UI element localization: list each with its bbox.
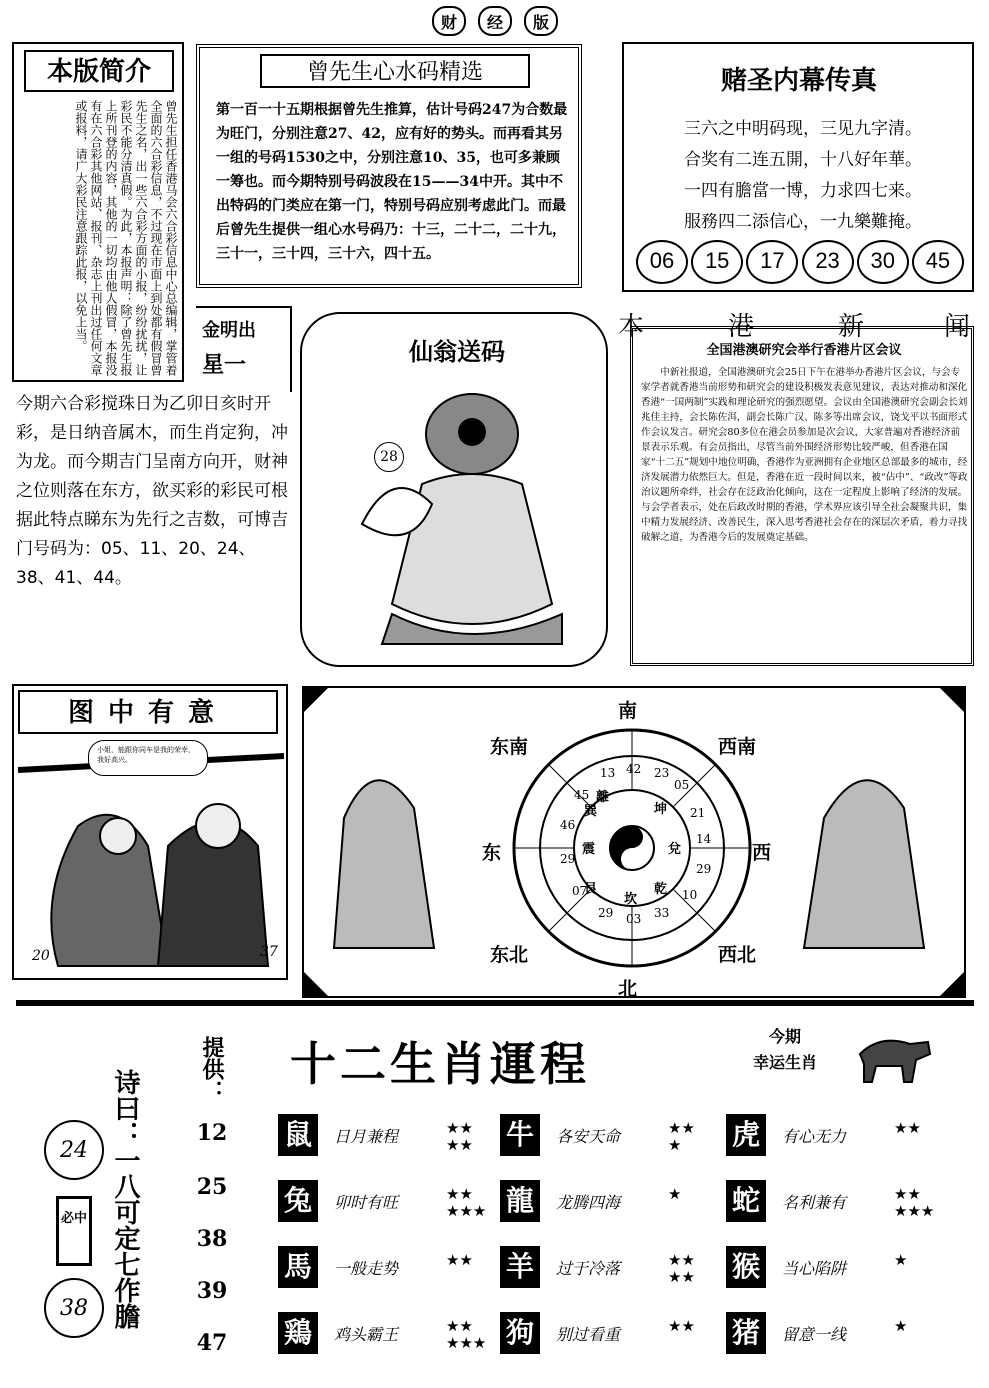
zodiac-stars: ★★ bbox=[446, 1251, 473, 1269]
section-divider bbox=[16, 1000, 974, 1006]
provide-number: 47 bbox=[196, 1330, 228, 1356]
number-oval: 45 bbox=[912, 240, 964, 284]
insider-poem bbox=[648, 114, 958, 238]
tuzhong-title: 图中有意 bbox=[18, 690, 278, 734]
jinming-panel bbox=[196, 306, 292, 392]
gua-label: 坎 bbox=[624, 892, 638, 907]
compass-number: 14 bbox=[696, 832, 712, 846]
compass-number: 45 bbox=[574, 788, 590, 802]
dir-east: 东 bbox=[482, 842, 502, 864]
zodiac-cell bbox=[726, 1246, 952, 1292]
zodiac-cell bbox=[278, 1180, 504, 1226]
zodiac-stars: ★★ ★★★ bbox=[894, 1185, 935, 1220]
zodiac-desc: 一般走势 bbox=[334, 1259, 399, 1278]
compass-number: 10 bbox=[682, 888, 698, 902]
immortal-illustration bbox=[322, 374, 590, 654]
compass-number: 29 bbox=[696, 862, 712, 876]
gua-label: 震 bbox=[582, 842, 596, 857]
gua-label: 兌 bbox=[668, 842, 682, 857]
zodiac-char: 狗 bbox=[500, 1312, 540, 1354]
news-header-char: 闻 bbox=[944, 312, 971, 342]
compass-number: 07 bbox=[572, 884, 588, 898]
insider-panel bbox=[622, 42, 974, 292]
zodiac-desc: 名利兼有 bbox=[782, 1193, 847, 1212]
zodiac-char: 馬 bbox=[278, 1246, 318, 1288]
poem-line: 一四有膽當一博，力求四七来。 bbox=[684, 181, 922, 201]
dir-northwest: 西北 bbox=[718, 944, 757, 966]
lucky-line: 今期 bbox=[768, 1027, 801, 1046]
caption-right: 37 bbox=[260, 944, 278, 960]
zodiac-char: 鶏 bbox=[278, 1312, 318, 1354]
zodiac-char: 猪 bbox=[726, 1312, 766, 1354]
zodiac-desc: 卯时有旺 bbox=[334, 1193, 399, 1212]
zodiac-char: 羊 bbox=[500, 1246, 540, 1288]
compass-number: 21 bbox=[690, 806, 706, 820]
zodiac-char: 鼠 bbox=[278, 1114, 318, 1156]
compass-number: 03 bbox=[626, 912, 642, 926]
zodiac-cell bbox=[500, 1180, 726, 1226]
zodiac-cell bbox=[500, 1246, 726, 1292]
zodiac-stars: ★ bbox=[668, 1185, 682, 1203]
zodiac-stars: ★ bbox=[894, 1251, 908, 1269]
gua-label: 離 bbox=[596, 790, 610, 805]
fortune-text: 今期六合彩搅珠日为乙卯日亥时开彩，是日纳音属木，而生肖定狗，冲为龙。而今期吉门呈南方向开，财神之位则落在东方，欲买彩的彩民可根据此特点睇东为先行之吉数，可博吉门号码为：05、11、20、24、38、41、44。 bbox=[16, 394, 288, 588]
zodiac-cell bbox=[278, 1114, 504, 1160]
zodiac-stars: ★★ ★★★ bbox=[446, 1317, 487, 1352]
tsang-panel bbox=[196, 44, 582, 288]
dir-south: 南 bbox=[618, 700, 638, 722]
tsang-title: 曾先生心水码精选 bbox=[260, 54, 530, 88]
news-header-char: 新 bbox=[838, 312, 865, 342]
zodiac-cell bbox=[726, 1180, 952, 1226]
dir-northeast: 东北 bbox=[490, 944, 529, 966]
zodiac-desc: 日月兼程 bbox=[334, 1127, 399, 1146]
zodiac-desc: 鸡头霸王 bbox=[334, 1325, 399, 1344]
news-panel bbox=[630, 326, 974, 666]
badge-number: 38 bbox=[44, 1278, 104, 1338]
zodiac-title: 十二生肖運程 bbox=[290, 1037, 590, 1091]
zodiac-cell bbox=[726, 1114, 952, 1160]
news-header-char: 港 bbox=[728, 312, 755, 342]
provide-column bbox=[184, 1024, 240, 1358]
caption-left: 20 bbox=[32, 948, 50, 964]
badge-bizhong: 必中 bbox=[56, 1196, 92, 1266]
zodiac-stars: ★★ ★★ bbox=[668, 1251, 695, 1286]
compass-number: 33 bbox=[654, 906, 670, 920]
zodiac-char: 兔 bbox=[278, 1180, 318, 1222]
header-char: 财 bbox=[432, 6, 466, 36]
zodiac-stars: ★★ bbox=[894, 1119, 921, 1137]
compass-number: 13 bbox=[600, 766, 616, 780]
zodiac-stars: ★★ bbox=[668, 1317, 695, 1335]
zodiac-cell bbox=[500, 1312, 726, 1358]
speech-bubble: 小姐，能跟你同车是我的荣幸，我好高兴。 bbox=[88, 740, 208, 776]
provide-number: 38 bbox=[196, 1226, 228, 1252]
intro-title: 本版简介 bbox=[24, 50, 174, 92]
news-title: 全国港澳研究会举行香港片区会议 bbox=[706, 343, 902, 358]
jinming-line2: 星一 bbox=[202, 352, 247, 378]
zodiac-cell bbox=[726, 1312, 952, 1358]
poem-line: 三六之中明码现，三见九字清。 bbox=[684, 119, 922, 139]
zodiac-stars: ★★ ★★ bbox=[446, 1119, 473, 1154]
header-char: 经 bbox=[478, 6, 512, 36]
zodiac-stars: ★★ ★ bbox=[668, 1119, 695, 1154]
tsang-text: 第一百一十五期根据曾先生推算，估计号码247为合数最为旺门，分别注意27、42，应有好的势头。而再看其另一组的号码1530之中，分别注意10、35，也可多兼顾一筹也。而今期特别号码波段在15——34中开。其中不出特码的门类应在第一门，特别号码应别考虑此门。而最后曾先生提供一组心水号码乃：十三，二十二，二十九，三十一，三十四，三十六，四十五。 bbox=[216, 102, 568, 262]
ox-icon bbox=[850, 1024, 934, 1090]
provide-number: 25 bbox=[196, 1174, 228, 1200]
poem-line: 合奖有二连五開，十八好年華。 bbox=[684, 150, 922, 170]
compass-number: 42 bbox=[626, 762, 642, 776]
poem-line: 服務四二添信心，一九樂難掩。 bbox=[684, 212, 922, 232]
gua-label: 乾 bbox=[654, 882, 668, 897]
xianweng-title: 仙翁送码 bbox=[409, 338, 505, 366]
zodiac-desc: 留意一线 bbox=[782, 1325, 847, 1344]
header-char: 版 bbox=[524, 6, 558, 36]
intro-panel bbox=[12, 42, 184, 382]
compass-number: 05 bbox=[674, 778, 690, 792]
zodiac-cell bbox=[500, 1114, 726, 1160]
gua-label: 艮 bbox=[584, 882, 598, 897]
intro-text: 曾先生担任香港马会六合彩信息中心总编辑，掌管着全面的六合彩信息，不过现在市面上到处都有假冒曾先生之名，出一些六合彩方面的小报，纷纷扰扰，让彩民不能分清真假。为此，本报声明：除了曾先生报上所刊登的内容，其他的一切均由他人假冒，本报没有在六合彩其他网站、报刊、杂志上刊出过任何文章或报料，请广大彩民注意跟踪此报，以免上当。 bbox=[74, 100, 178, 376]
number-oval: 30 bbox=[857, 240, 909, 284]
gua-label: 巽 bbox=[584, 804, 598, 819]
zodiac-desc: 当心陷阱 bbox=[782, 1259, 847, 1278]
zodiac-desc: 各安天命 bbox=[556, 1127, 621, 1146]
compass-number: 29 bbox=[560, 852, 576, 866]
number-circle: 28 bbox=[374, 442, 404, 472]
badge-number: 24 bbox=[44, 1120, 104, 1180]
zodiac-char: 蛇 bbox=[726, 1180, 766, 1222]
zodiac-desc: 过于冷落 bbox=[556, 1259, 621, 1278]
compass-border bbox=[304, 688, 964, 996]
news-body: 中新社报道，全国港澳研究会25日下午在港举办香港片区会议，与会专家学者就香港当前形势和研究会的建设积极发表意见建议，表达对推动和深化香港“一国两制”实践和理论研究的强烈愿望。会议由全国港澳研究会副会长刘兆佳主持，会长陈佐洱，副会长陈广汉、陈多等出席会议，饶戈平以书面形式作会议发言。研究会80多位在港会员参加是次会议，大家普遍对香港经济前景表示乐观。有会员指出，尽管当前外围经济形势比较严峻，但香港在国家“十二五”规划中地位明确，香港作为亚洲拥有企业地区总部最多的城市，经济发展潜力依然巨大。但是，香港在近一段时间以来，被“佔中”、“政改”等政治议题所牵绊，社会存在泛政治化倾向，这在一定程度上影响了经济的发展。与会学者表示，处在后政改时期的香港，学术界应该引导全社会凝聚共识，集中精力发展经济、改善民生，深入思考香港社会存在的深层次矛盾，着力寻找破解之道，为香港今后的发展奠定基础。 bbox=[641, 367, 968, 543]
compass-number: 23 bbox=[654, 766, 670, 780]
number-oval: 06 bbox=[636, 240, 688, 284]
tuzhong-panel bbox=[12, 684, 288, 980]
zodiac-cell bbox=[278, 1312, 504, 1358]
lucky-line: 幸运生肖 bbox=[752, 1053, 817, 1072]
dir-west: 西 bbox=[752, 842, 772, 864]
zodiac-char: 虎 bbox=[726, 1114, 766, 1156]
zodiac-cell bbox=[278, 1246, 504, 1292]
number-oval: 17 bbox=[746, 240, 798, 284]
insider-title: 赌圣内幕传真 bbox=[720, 66, 877, 96]
lucky-label bbox=[730, 1024, 840, 1076]
provide-number: 12 bbox=[196, 1120, 228, 1146]
number-oval: 23 bbox=[802, 240, 854, 284]
zodiac-desc: 有心无力 bbox=[782, 1127, 847, 1146]
news-header-char: 本 bbox=[618, 312, 645, 342]
zodiac-char: 龍 bbox=[500, 1180, 540, 1222]
page-header bbox=[410, 6, 580, 36]
zodiac-stars: ★★ ★★★ bbox=[446, 1185, 487, 1220]
zodiac-char: 牛 bbox=[500, 1114, 540, 1156]
compass-number: 29 bbox=[598, 906, 614, 920]
dir-north: 北 bbox=[618, 978, 638, 1000]
provide-number: 39 bbox=[196, 1278, 228, 1304]
zodiac-poem: 诗曰：一八可定七作膽 bbox=[110, 1069, 140, 1329]
xianweng-panel bbox=[300, 312, 608, 667]
number-oval: 15 bbox=[691, 240, 743, 284]
zodiac-desc: 别过看重 bbox=[556, 1325, 621, 1344]
compass-number: 46 bbox=[560, 818, 576, 832]
zodiac-stars: ★ bbox=[894, 1317, 908, 1335]
provide-label: 提供： bbox=[199, 1036, 225, 1102]
insider-numbers bbox=[636, 240, 964, 284]
jinming-line1: 金明出 bbox=[202, 320, 256, 341]
dir-southeast: 东南 bbox=[490, 736, 529, 758]
gua-label: 坤 bbox=[654, 802, 668, 817]
compass-panel bbox=[302, 686, 966, 998]
dir-southwest: 西南 bbox=[718, 736, 757, 758]
zodiac-char: 猴 bbox=[726, 1246, 766, 1288]
zodiac-desc: 龙腾四海 bbox=[556, 1193, 621, 1212]
